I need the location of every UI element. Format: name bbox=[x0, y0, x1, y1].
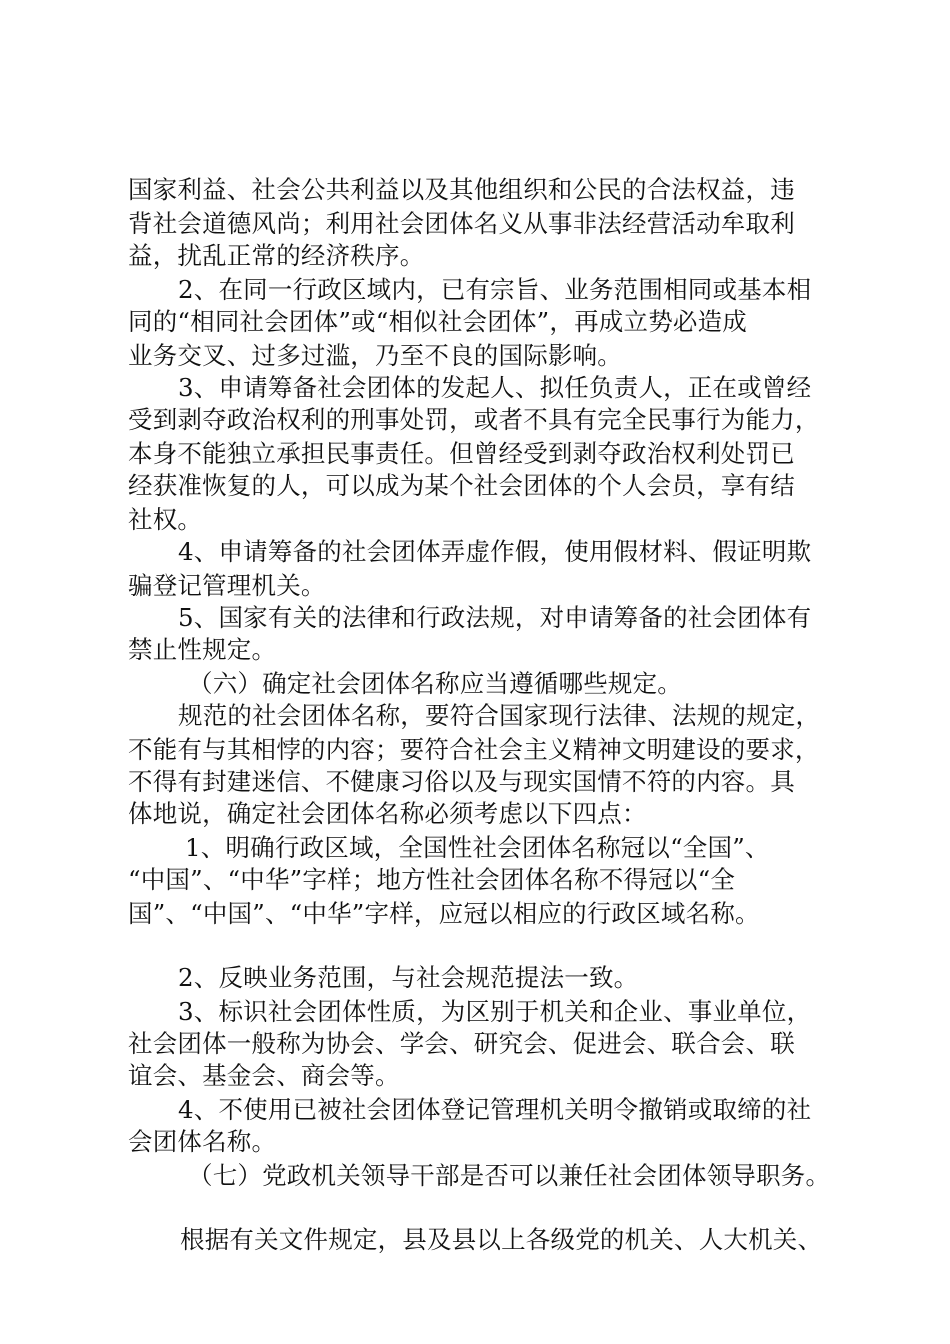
text-line: 业务交叉、过多过滥，乃至不良的国际影响。 bbox=[128, 341, 622, 370]
text-line: 5、国家有关的法律和行政法规，对申请筹备的社会团体有 bbox=[178, 603, 812, 632]
text-line: 4、申请筹备的社会团体弄虚作假，使用假材料、假证明欺 bbox=[178, 537, 812, 566]
text-line: “中国”、“中华”字样；地方性社会团体名称不得冠以“全 bbox=[128, 865, 736, 894]
text-line: 谊会、基金会、商会等。 bbox=[128, 1061, 400, 1090]
text-line: 国”、“中国”、“中华”字样，应冠以相应的行政区域名称。 bbox=[128, 899, 760, 928]
text-line: 不得有封建迷信、不健康习俗以及与现实国情不符的内容。具 bbox=[128, 767, 795, 796]
text-line: 2、在同一行政区域内，已有宗旨、业务范围相同或基本相 bbox=[178, 275, 812, 304]
text-line: 4、不使用已被社会团体登记管理机关明令撤销或取缔的社 bbox=[178, 1095, 812, 1124]
text-line: 会团体名称。 bbox=[128, 1127, 277, 1156]
section-heading: （七）党政机关领导干部是否可以兼任社会团体领导职务。 bbox=[188, 1161, 831, 1190]
text-line: 骗登记管理机关。 bbox=[128, 571, 326, 600]
text-line: 国家利益、社会公共利益以及其他组织和公民的合法权益，违 bbox=[128, 175, 795, 204]
text-line: 不能有与其相悖的内容；要符合社会主义精神文明建设的要求， bbox=[128, 735, 820, 764]
text-line: 益，扰乱正常的经济秩序。 bbox=[128, 241, 425, 270]
text-line: 经获准恢复的人，可以成为某个社会团体的个人会员，享有结 bbox=[128, 471, 795, 500]
text-line: 同的“相同社会团体”或“相似社会团体”，再成立势必造成 bbox=[128, 307, 747, 336]
text-line: 背社会道德风尚；利用社会团体名义从事非法经营活动牟取利 bbox=[128, 209, 795, 238]
text-line: 体地说，确定社会团体名称必须考虑以下四点： bbox=[128, 799, 647, 828]
text-line: 本身不能独立承担民事责任。但曾经受到剥夺政治权利处罚已 bbox=[128, 439, 795, 468]
text-line: 禁止性规定。 bbox=[128, 635, 277, 664]
text-line: 3、标识社会团体性质，为区别于机关和企业、事业单位， bbox=[178, 997, 812, 1026]
section-heading: （六）确定社会团体名称应当遵循哪些规定。 bbox=[188, 669, 682, 698]
text-line: 3、申请筹备社会团体的发起人、拟任负责人，正在或曾经 bbox=[178, 373, 812, 402]
text-line: 规范的社会团体名称，要符合国家现行法律、法规的规定， bbox=[178, 701, 821, 730]
text-line: 社权。 bbox=[128, 505, 203, 534]
text-line: 受到剥夺政治权利的刑事处罚，或者不具有完全民事行为能力， bbox=[128, 405, 820, 434]
text-line: 2、反映业务范围，与社会规范提法一致。 bbox=[178, 963, 639, 992]
text-line: 社会团体一般称为协会、学会、研究会、促进会、联合会、联 bbox=[128, 1029, 795, 1058]
text-line: 根据有关文件规定，县及县以上各级党的机关、人大机关、 bbox=[180, 1225, 823, 1254]
text-line: 1、明确行政区域，全国性社会团体名称冠以“全国”、 bbox=[185, 833, 770, 862]
